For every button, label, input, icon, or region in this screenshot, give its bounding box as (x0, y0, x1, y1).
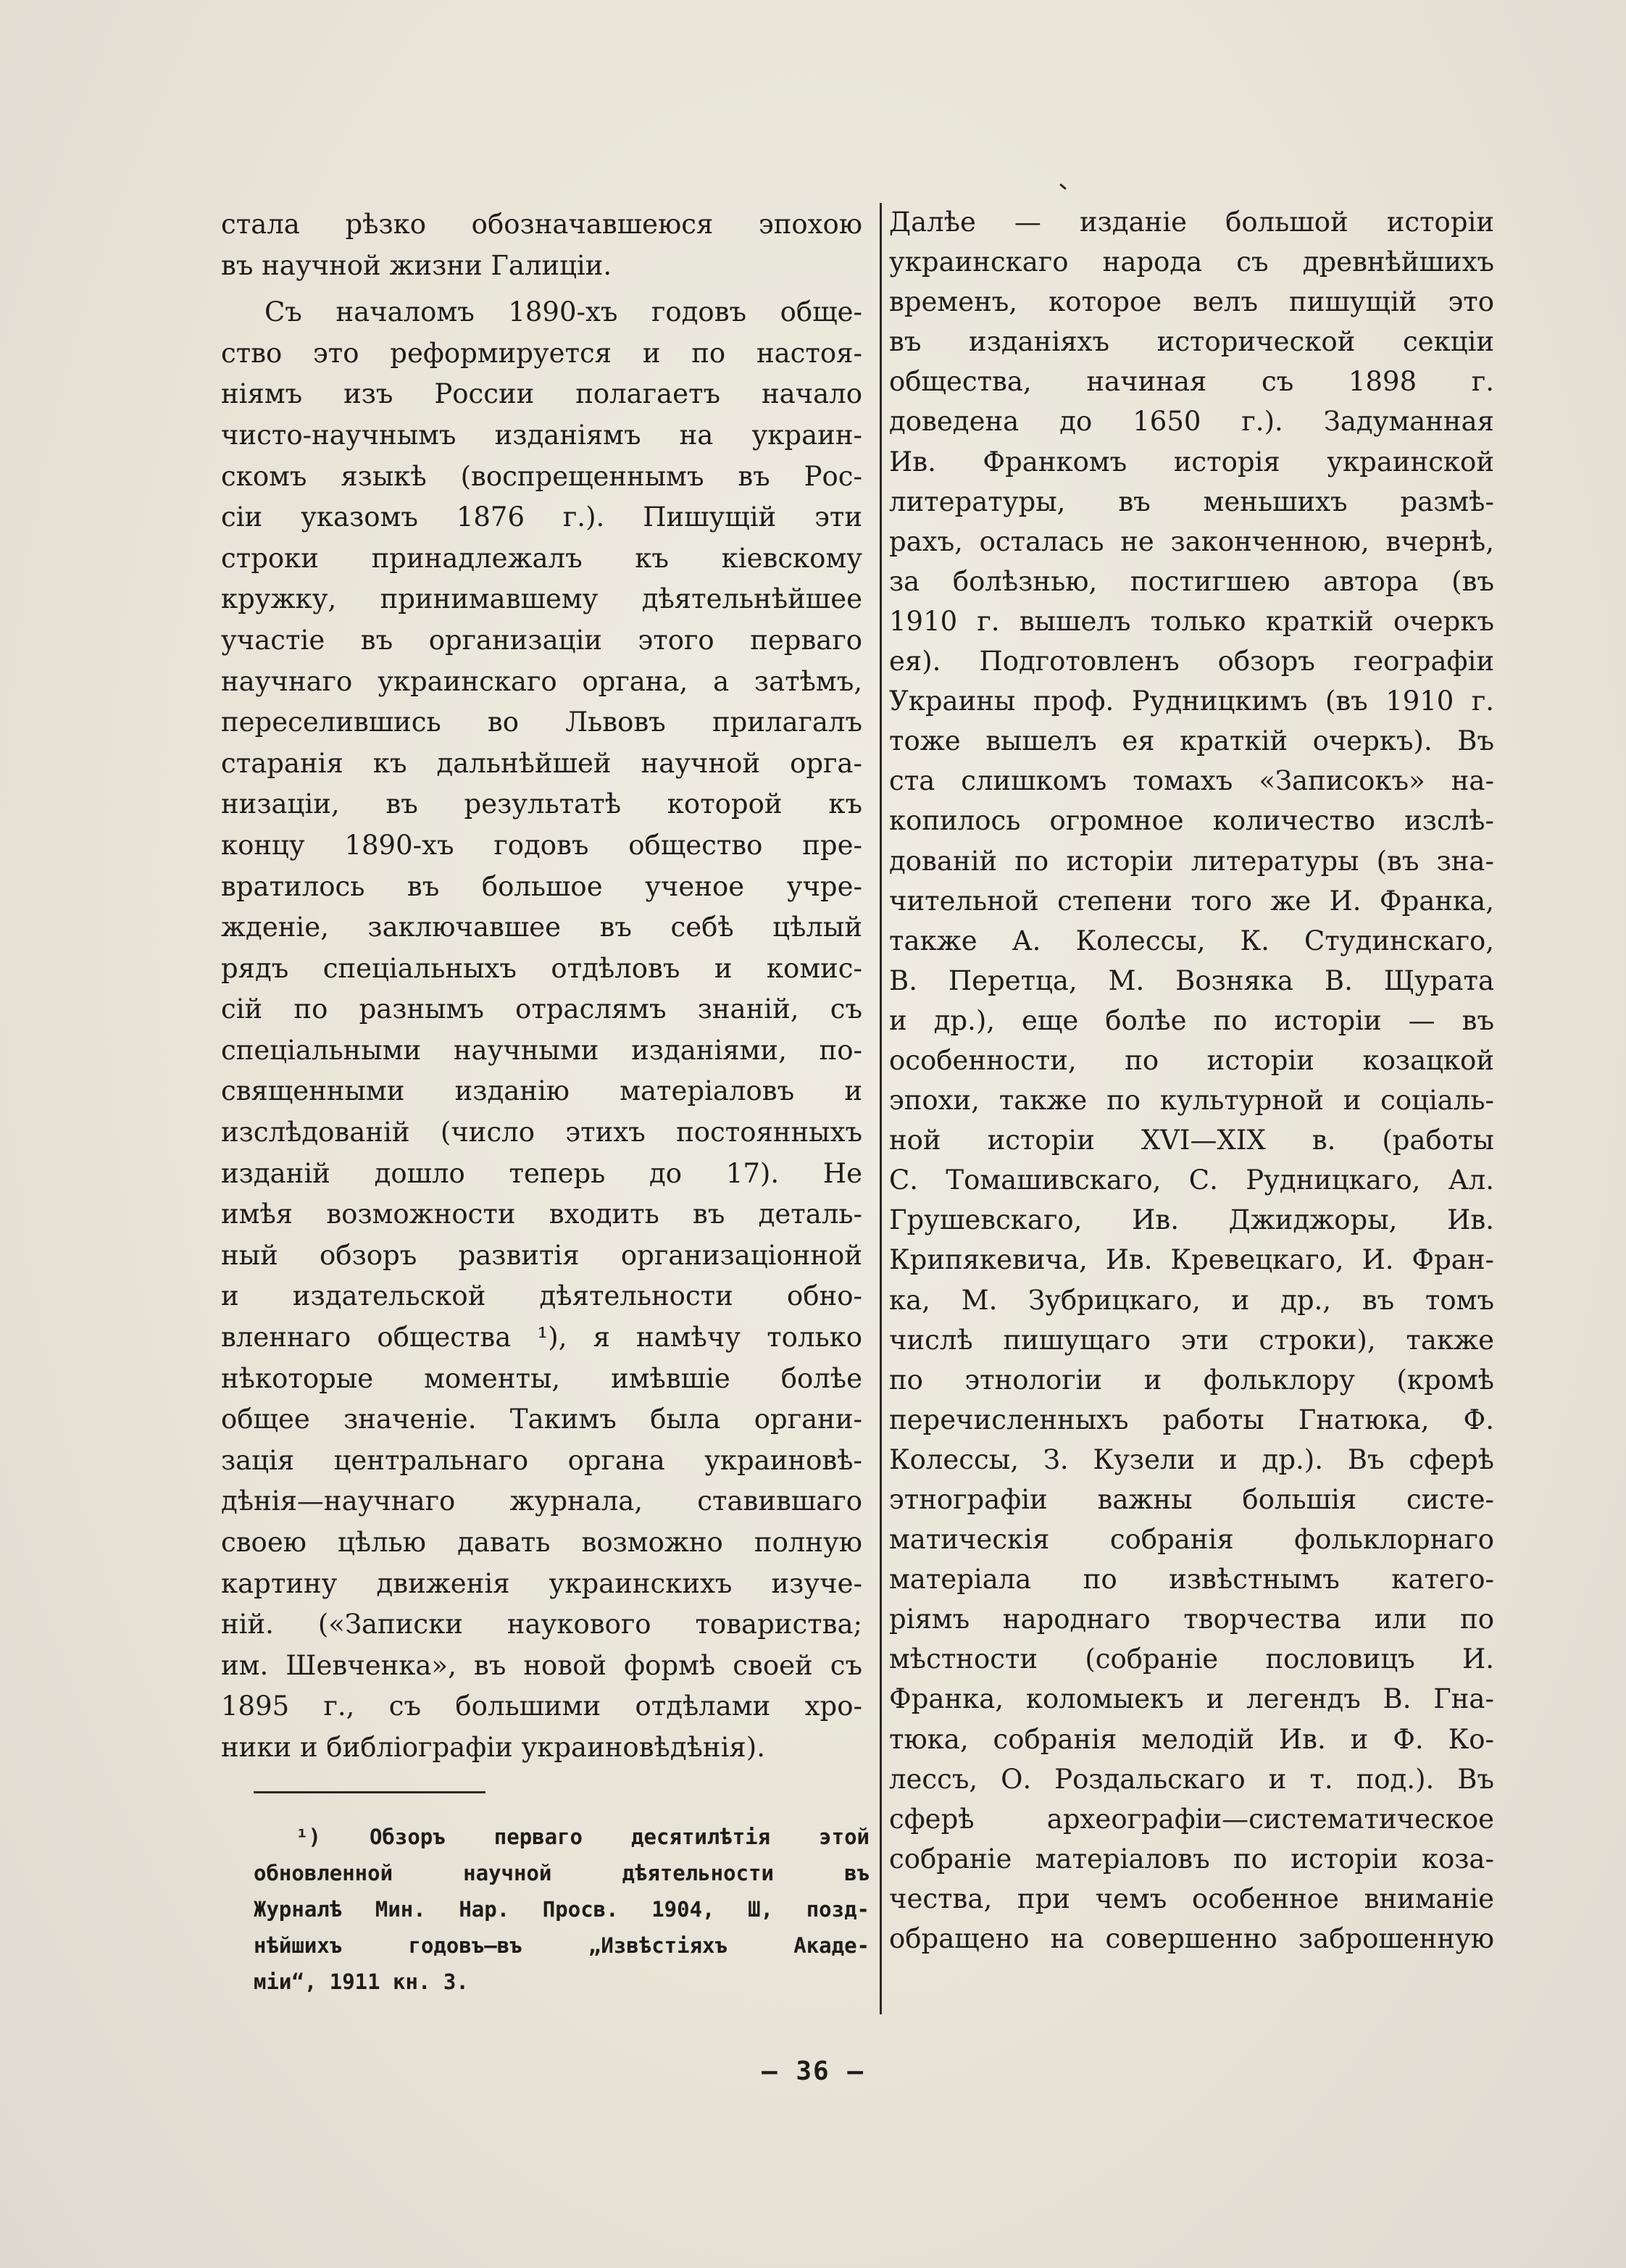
text-line: временъ, которое велъ пишущій это (889, 286, 1494, 318)
text-line: старанія къ дальнѣйшей научной орга- (221, 747, 862, 779)
text-line: участіе въ организаціи этого перваго (221, 624, 862, 656)
text-line: 1895 г., съ большими отдѣлами хро- (221, 1690, 862, 1722)
column-divider (880, 203, 882, 2014)
text-line: Съ началомъ 1890-хъ годовъ обще- (264, 296, 862, 328)
text-line: скомъ языкѣ (воспрещеннымъ въ Рос- (221, 460, 862, 492)
text-line: Колессы, З. Кузели и др.). Въ сферѣ (889, 1443, 1494, 1475)
text-line: сіи указомъ 1876 г.). Пишущій эти (221, 501, 862, 533)
text-line: нѣкоторые моменты, имѣвшіе болѣе (221, 1362, 862, 1394)
text-line: мѣстности (собраніе пословицъ И. (889, 1643, 1494, 1675)
text-line: ста слишкомъ томахъ «Записокъ» на- (889, 765, 1494, 797)
footnote-line: обновленной научной дѣятельности въ (254, 1861, 870, 1885)
text-line: по этнологіи и фольклору (кромѣ (889, 1364, 1494, 1396)
text-line: картину движенія украинскихъ изуче- (221, 1567, 862, 1599)
text-line: вратилось въ большое ученое учре- (221, 870, 862, 902)
text-line: имѣя возможности входить въ деталь- (221, 1198, 862, 1230)
text-line: изслѣдованій (число этихъ постоянныхъ (221, 1117, 862, 1148)
text-line: сферѣ археографіи—систематическое (889, 1803, 1494, 1835)
text-line: ный обзоръ развитія организаціонной (221, 1239, 862, 1271)
text-line: ка, М. Зубрицкаго, и др., въ томъ (889, 1284, 1494, 1316)
text-line: дованій по исторіи литературы (въ зна- (889, 845, 1494, 877)
text-line: своею цѣлью давать возможно полную (221, 1527, 862, 1558)
text-line: изданій дошло теперь до 17). Не (221, 1157, 862, 1189)
text-line: сій по разнымъ отраслямъ знаній, съ (221, 993, 862, 1025)
text-line: вленнаго общества ¹), я намѣчу только (221, 1322, 862, 1354)
text-line: строки принадлежалъ къ кіевскому (221, 542, 862, 574)
text-line: Грушевскаго, Ив. Джиджоры, Ив. (889, 1204, 1494, 1236)
footnote-line: ¹) Обзоръ перваго десятилѣтія этой (296, 1825, 870, 1849)
text-line: ея). Подготовленъ обзоръ географіи (889, 646, 1494, 678)
page-number: — 36 — (761, 2056, 865, 2086)
text-line: тюка, собранія мелодій Ив. и Ф. Ко- (889, 1723, 1494, 1755)
text-line: матическія собранія фольклорнаго (889, 1524, 1494, 1556)
text-line: спеціальными научными изданіями, по- (221, 1034, 862, 1066)
text-line: также А. Колессы, К. Студинскаго, (889, 925, 1494, 956)
text-line: этнографіи важны большія систе- (889, 1484, 1494, 1515)
text-line: С. Томашивскаго, С. Рудницкаго, Ал. (889, 1164, 1494, 1196)
text-line: рядъ спеціальныхъ отдѣловъ и комис- (221, 952, 862, 984)
text-line: дѣнія—научнаго журнала, ставившаго (221, 1485, 862, 1517)
footnote-line: міи“, 1911 кн. 3. (254, 1969, 469, 1994)
text-line: перечисленныхъ работы Гнатюка, Ф. (889, 1404, 1494, 1435)
text-line: низаціи, въ результатѣ которой къ (221, 788, 862, 820)
text-line: В. Перетца, М. Возняка В. Щурата (889, 964, 1494, 996)
paragraph-2 (221, 292, 862, 1768)
text-line: священными изданію матеріаловъ и (221, 1075, 862, 1107)
text-line: жденіе, заключавшее въ себѣ цѣлый (221, 912, 862, 943)
text-line: въ изданіяхъ исторической секціи (889, 326, 1494, 358)
text-line: кружку, принимавшему дѣятельнѣйшее (221, 583, 862, 615)
text-line: общества, начиная съ 1898 г. (889, 366, 1494, 398)
text-line: научнаго украинскаго органа, а затѣмъ, (221, 665, 862, 697)
paragraph-1 (221, 204, 862, 286)
text-line: собраніе матеріаловъ по исторіи коза- (889, 1843, 1494, 1875)
footnote-rule (254, 1791, 485, 1793)
text-line: 1910 г. вышелъ только краткій очеркъ (889, 605, 1494, 637)
text-line: Франка, коломыекъ и легендъ В. Гна- (889, 1683, 1494, 1715)
text-line: ній. («Записки наукового товариства; (221, 1609, 862, 1640)
footnote (254, 1819, 870, 2000)
text-line: ніямъ изъ России полагаетъ начало (221, 378, 862, 410)
text-line: переселившись во Львовъ прилагалъ (221, 706, 862, 738)
text-line: и др.), еще болѣе по исторіи — въ (889, 1004, 1494, 1036)
text-line: числѣ пишущаго эти строки), также (889, 1324, 1494, 1356)
text-line: и издательской дѣятельности обно- (221, 1280, 862, 1312)
right-column (889, 202, 1494, 1959)
text-line: обращено на совершенно заброшенную (889, 1923, 1494, 1955)
text-line: тоже вышелъ ея краткій очеркъ). Въ (889, 725, 1494, 757)
text-line: Украины проф. Рудницкимъ (въ 1910 г. (889, 685, 1494, 717)
text-line: украинскаго народа съ древнѣйшихъ (889, 246, 1494, 278)
text-line: матеріала по извѣстнымъ катего- (889, 1564, 1494, 1596)
ink-speck (1059, 183, 1067, 190)
text-line: зація центральнаго органа украиновѣ- (221, 1444, 862, 1476)
text-line: стала рѣзко обозначавшеюся эпохою (221, 209, 862, 240)
text-line: концу 1890-хъ годовъ общество пре- (221, 829, 862, 861)
text-line: копилось огромное количество изслѣ- (889, 805, 1494, 837)
text-line: общее значеніе. Такимъ была органи- (221, 1404, 862, 1435)
text-line: ной исторіи XVI—XIX в. (работы (889, 1125, 1494, 1156)
left-column (221, 204, 862, 1769)
text-line: Крипякевича, Ив. Кревецкаго, И. Фран- (889, 1244, 1494, 1276)
text-line: чества, при чемъ особенное вниманіе (889, 1883, 1494, 1914)
text-line: чисто-научнымъ изданіямъ на украин- (221, 419, 862, 451)
text-line: лессъ, О. Роздальскаго и т. под.). Въ (889, 1763, 1494, 1795)
text-line: литературы, въ меньшихъ размѣ- (889, 485, 1494, 517)
text-line: Ив. Франкомъ исторія украинской (889, 446, 1494, 478)
footnote-line: нѣйшихъ годовъ—въ „Извѣстіяхъ Акаде- (254, 1933, 870, 1958)
text-line: эпохи, также по культурной и соціаль- (889, 1085, 1494, 1117)
text-line: рахъ, осталась не законченною, вчернѣ, (889, 525, 1494, 557)
text-line: за болѣзнью, постигшею автора (въ (889, 565, 1494, 597)
text-line: им. Шевченка», въ новой формѣ своей съ (221, 1649, 862, 1681)
text-line: ники и библіографіи украиновѣдѣнія). (221, 1731, 765, 1763)
text-line: чительной степени того же И. Франка, (889, 885, 1494, 917)
text-line: Далѣе — изданіе большой исторіи (889, 207, 1494, 238)
text-line: ріямъ народнаго творчества или по (889, 1604, 1494, 1635)
text-line: особенности, по исторіи козацкой (889, 1044, 1494, 1076)
text-line: ство это реформируется и по настоя- (221, 337, 862, 369)
text-line: доведена до 1650 г.). Задуманная (889, 406, 1494, 438)
text-line: въ научной жизни Галиціи. (221, 249, 612, 281)
footnote-line: Журналѣ Мин. Нар. Просв. 1904, Ш, позд- (254, 1897, 870, 1922)
